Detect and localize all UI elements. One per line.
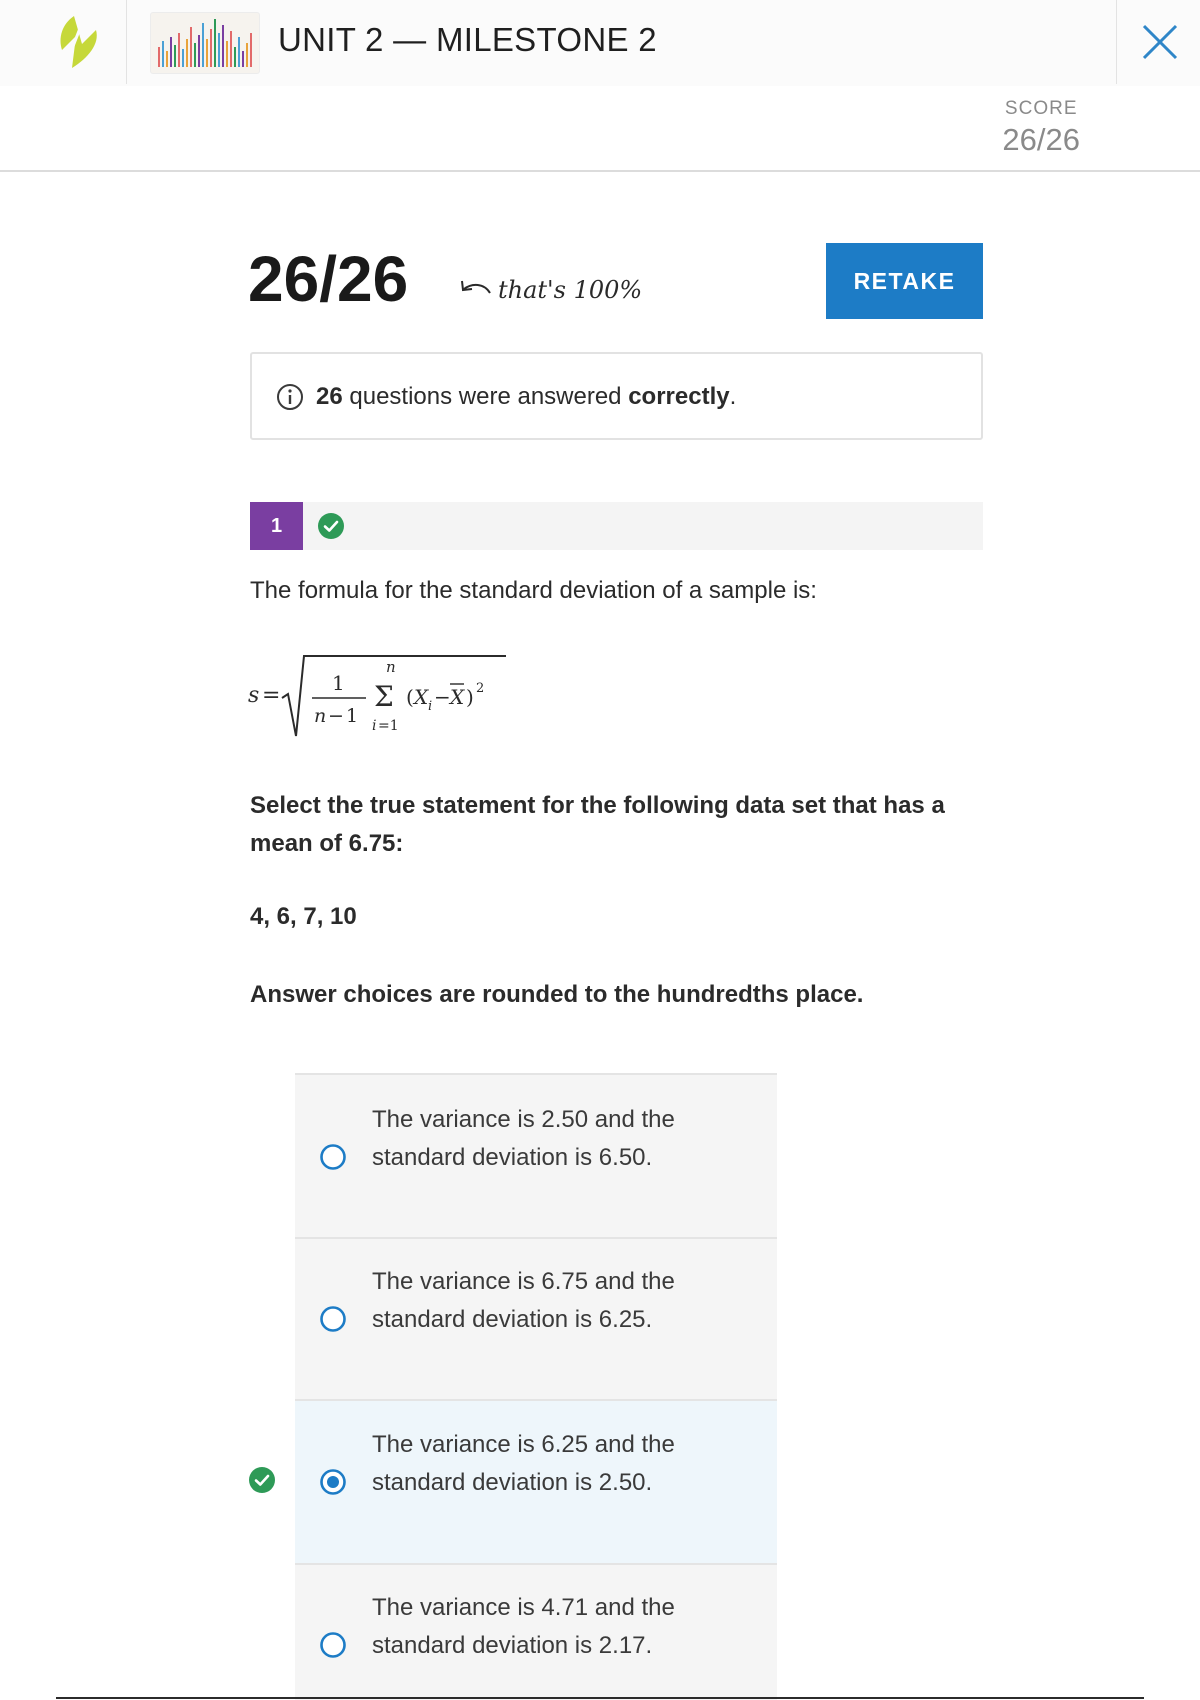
question-header xyxy=(250,502,983,550)
results-info-box xyxy=(250,352,983,440)
svg-text:i: i xyxy=(372,718,377,734)
svg-text:n: n xyxy=(314,705,327,727)
answer-choice-selected[interactable] xyxy=(295,1399,777,1565)
svg-text:−: − xyxy=(434,685,451,709)
svg-text:1: 1 xyxy=(332,671,345,695)
svg-text:s: s xyxy=(248,683,260,708)
svg-text:X: X xyxy=(450,685,465,709)
top-bar xyxy=(0,0,1200,86)
close-icon[interactable] xyxy=(1136,18,1184,66)
question-prompt: Select the true statement for the following data set that has a mean of 6.75: xyxy=(250,792,945,857)
svg-text:=: = xyxy=(262,683,281,708)
bottom-divider xyxy=(56,1697,1144,1699)
answer-choice[interactable] xyxy=(295,1237,777,1401)
info-end: . xyxy=(729,383,737,410)
score-annotation: that's 100% xyxy=(498,276,643,304)
info-message xyxy=(316,383,736,411)
result-score: 26/26 xyxy=(248,243,409,315)
correct-answer-check-icon xyxy=(248,1466,276,1494)
svg-text:n: n xyxy=(386,658,396,676)
check-circle-icon xyxy=(317,512,345,540)
info-emphasis: correctly xyxy=(628,383,730,410)
unit-thumbnail xyxy=(150,12,260,74)
retake-button[interactable]: RETAKE xyxy=(826,243,983,319)
radio-icon[interactable] xyxy=(319,1143,347,1171)
header-divider xyxy=(126,0,127,84)
std-dev-formula xyxy=(246,650,526,742)
radio-icon[interactable] xyxy=(319,1305,347,1333)
svg-text:=1: =1 xyxy=(378,718,399,734)
svg-text:1: 1 xyxy=(346,705,359,727)
score-label: SCORE xyxy=(1004,98,1078,119)
info-text-middle: questions were answered xyxy=(342,383,629,410)
arrow-back-icon xyxy=(458,277,492,303)
question-intro: The formula for the standard deviation of a sample is: xyxy=(250,577,817,604)
radio-selected-icon[interactable] xyxy=(319,1468,347,1496)
answer-choice-text: The variance is 2.50 and the standard deviation is 6.50. xyxy=(372,1106,675,1171)
svg-text:i: i xyxy=(428,699,433,714)
svg-text:X: X xyxy=(414,685,429,709)
header-divider-line xyxy=(0,170,1200,172)
svg-text:): ) xyxy=(466,685,474,709)
question-note: Answer choices are rounded to the hundredths place. xyxy=(250,981,864,1008)
header-divider-right xyxy=(1116,0,1117,84)
question-dataset: 4, 6, 7, 10 xyxy=(250,903,357,930)
score-value: 26/26 xyxy=(1002,122,1080,157)
info-icon xyxy=(276,383,304,411)
header-score xyxy=(1002,98,1080,158)
answer-choice[interactable] xyxy=(295,1073,777,1239)
svg-text:2: 2 xyxy=(476,681,485,696)
question-number-badge: 1 xyxy=(250,502,303,550)
svg-text:−: − xyxy=(328,705,344,727)
radio-icon[interactable] xyxy=(319,1631,347,1659)
svg-text:(: ( xyxy=(406,685,414,709)
svg-text:Σ: Σ xyxy=(374,680,394,713)
answer-choice-text: The variance is 6.25 and the standard deviation is 2.50. xyxy=(372,1431,675,1496)
info-count: 26 xyxy=(316,383,343,410)
page-title: UNIT 2 — MILESTONE 2 xyxy=(278,21,657,58)
answer-choice[interactable] xyxy=(295,1563,777,1700)
answer-choice-text: The variance is 4.71 and the standard deviation is 2.17. xyxy=(372,1594,675,1659)
answer-choice-text: The variance is 6.75 and the standard deviation is 6.25. xyxy=(372,1268,675,1333)
logo-icon[interactable] xyxy=(56,14,102,70)
